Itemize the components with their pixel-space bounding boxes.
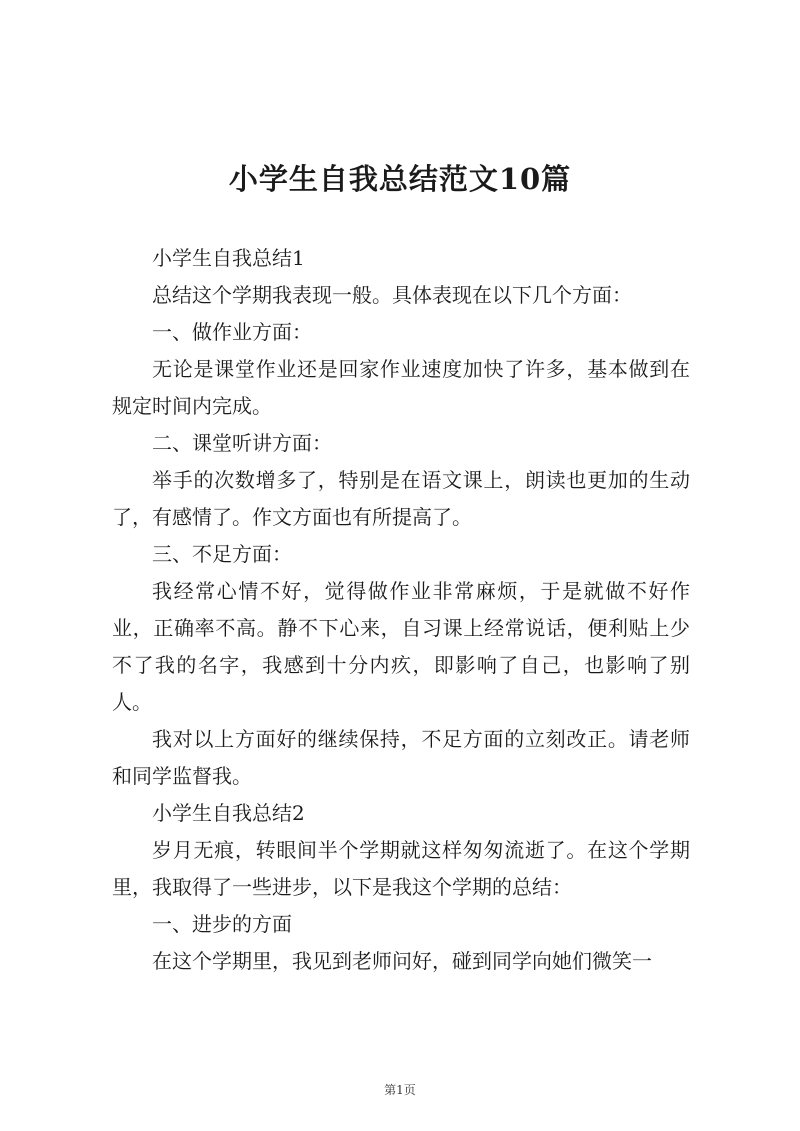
paragraph-summary-1-heading: 小学生自我总结1 [152, 246, 305, 270]
paragraph-section-heading: 三、不足方面： [152, 542, 292, 566]
paragraph: 无论是课堂作业还是回家作业速度加快了许多，基本做到在规定时间内完成。 [112, 357, 690, 418]
paragraph: 岁月无痕，转眼间半个学期就这样匆匆流逝了。在这个学期里，我取得了一些进步，以下是我这个学期的总结： [112, 838, 690, 899]
paragraph: 总结这个学期我表现一般。具体表现在以下几个方面： [152, 283, 632, 307]
paragraph: 我经常心情不好，觉得做作业非常麻烦，于是就做不好作业，正确率不高。静不下心来，自习课上经常说话，便利贴上少不了我的名字，我感到十分内疚，即影响了自己，也影响了别人。 [112, 579, 690, 714]
paragraph: 我对以上方面好的继续保持，不足方面的立刻改正。请老师和同学监督我。 [112, 727, 690, 788]
paragraph: 在这个学期里，我见到老师问好，碰到同学向她们微笑一 [152, 949, 652, 973]
paragraph-section-heading: 二、课堂听讲方面： [152, 431, 332, 455]
paragraph-section-heading: 一、进步的方面 [152, 912, 292, 936]
page-number: 第1页 [384, 1083, 416, 1097]
document-body [112, 240, 690, 980]
paragraph-summary-2-heading: 小学生自我总结2 [152, 801, 305, 825]
document-title: 小学生自我总结范文10篇 [228, 162, 572, 196]
paragraph-section-heading: 一、做作业方面： [152, 320, 312, 344]
paragraph: 举手的次数增多了，特别是在语文课上，朗读也更加的生动了，有感情了。作文方面也有所提高了。 [112, 468, 690, 529]
